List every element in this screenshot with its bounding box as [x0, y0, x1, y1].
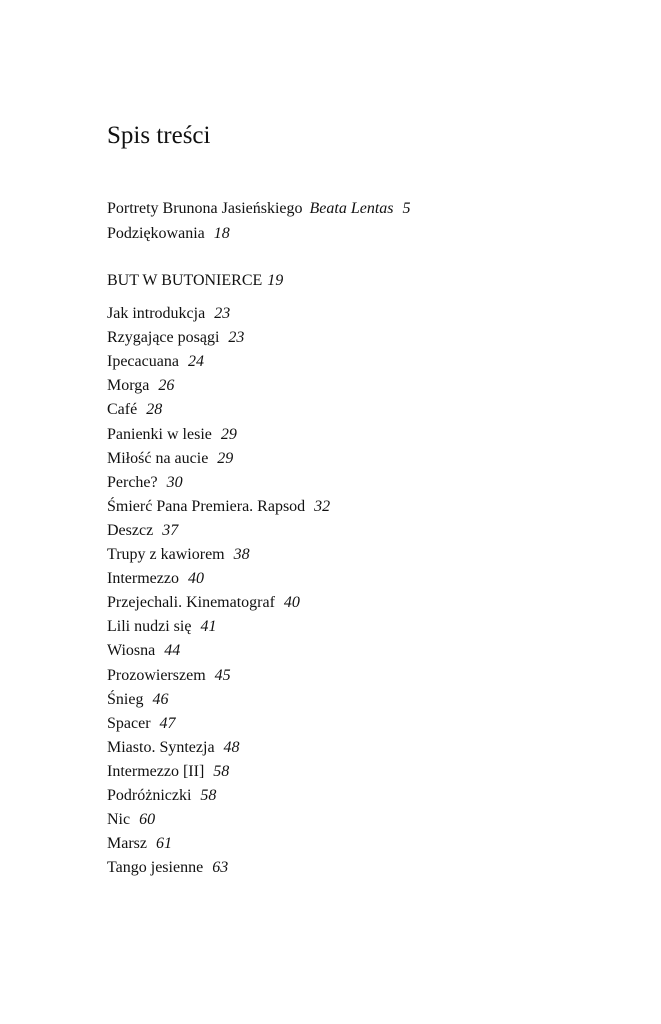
- entry-page-number: 60: [139, 811, 156, 828]
- entry-page-number: 29: [217, 450, 234, 467]
- entry-page-number: 63: [212, 859, 229, 876]
- entry-page-number: 40: [283, 594, 300, 611]
- toc-entry: [107, 761, 229, 783]
- entry-page-number: 48: [223, 739, 240, 756]
- entry-page-number: 45: [214, 667, 231, 684]
- toc-entry: [107, 713, 176, 735]
- toc-entry: [107, 616, 216, 638]
- entry-label: Rzygające posągi: [107, 329, 220, 346]
- entry-page-number: 28: [146, 401, 163, 418]
- toc-entry: [107, 592, 300, 614]
- toc-entry-front: [107, 198, 411, 220]
- toc-entry: [107, 351, 204, 373]
- toc-entry: [107, 544, 250, 566]
- entry-page-number: 44: [164, 642, 181, 659]
- entry-label: Marsz: [107, 835, 147, 852]
- toc-entry: [107, 640, 180, 662]
- toc-entry: [107, 737, 240, 759]
- entry-label: Wiosna: [107, 642, 156, 659]
- entry-page-number: 41: [200, 618, 217, 635]
- entry-page-number: 24: [187, 353, 204, 370]
- entry-label: Miłość na aucie: [107, 450, 209, 467]
- entry-page-number: 18: [213, 225, 230, 242]
- entry-label: Portrety Brunona Jasieńskiego: [107, 200, 303, 217]
- entry-label: Śmierć Pana Premiera. Rapsod: [107, 498, 306, 515]
- toc-entry: [107, 689, 168, 711]
- section-label: BUT W BUTONIERCE: [107, 272, 263, 289]
- toc-entry: [107, 472, 183, 494]
- entry-label: Tango jesienne: [107, 859, 204, 876]
- entry-page-number: 29: [220, 426, 237, 443]
- entry-label: Nic: [107, 811, 131, 828]
- entry-page-number: 58: [200, 787, 217, 804]
- entry-label: Panienki w lesie: [107, 426, 212, 443]
- entry-label: Trupy z kawiorem: [107, 546, 225, 563]
- entry-label: Café: [107, 401, 138, 418]
- entry-label: Miasto. Syntezja: [107, 739, 215, 756]
- toc-entry: [107, 833, 172, 855]
- entry-label: Przejechali. Kinematograf: [107, 594, 275, 611]
- toc-entry: [107, 327, 244, 349]
- entry-page-number: 23: [228, 329, 245, 346]
- entry-label: Perche?: [107, 474, 158, 491]
- entry-label: Morga: [107, 377, 150, 394]
- section-page-number: 19: [267, 272, 284, 289]
- entry-page-number: 37: [162, 522, 179, 539]
- entry-page-number: 61: [155, 835, 172, 852]
- toc-entry: [107, 785, 216, 807]
- toc-entry: [107, 399, 162, 421]
- entry-label: Ipecacuana: [107, 353, 179, 370]
- entry-page-number: 38: [233, 546, 250, 563]
- toc-entry: [107, 809, 155, 831]
- entry-page-number: 23: [214, 305, 231, 322]
- entry-label: Jak introdukcja: [107, 305, 206, 322]
- entry-page-number: 32: [314, 498, 331, 515]
- toc-entry: [107, 303, 230, 325]
- toc-entry: [107, 496, 330, 518]
- toc-entry: [107, 424, 237, 446]
- entry-label: Prozowierszem: [107, 667, 206, 684]
- toc-entry: [107, 665, 231, 687]
- entry-page-number: 30: [166, 474, 183, 491]
- entry-page-number: 5: [402, 200, 411, 217]
- entry-page-number: 47: [159, 715, 176, 732]
- toc-entry: [107, 448, 233, 470]
- entry-label: Podziękowania: [107, 225, 205, 242]
- toc-entry: [107, 568, 204, 590]
- entry-page-number: 26: [158, 377, 175, 394]
- toc-entry: [107, 375, 174, 397]
- toc-entry: [107, 857, 228, 879]
- entry-label: Deszcz: [107, 522, 154, 539]
- section-heading: [107, 270, 283, 292]
- entry-page-number: 40: [187, 570, 204, 587]
- entry-label: Intermezzo: [107, 570, 179, 587]
- entry-label: Intermezzo [II]: [107, 763, 205, 780]
- toc-entry-front: [107, 223, 230, 245]
- entry-label: Lili nudzi się: [107, 618, 192, 635]
- entry-page-number: 58: [213, 763, 230, 780]
- entry-author: Beata Lentas: [309, 200, 394, 217]
- toc-entry: [107, 520, 178, 542]
- page-title: Spis treści: [107, 122, 211, 149]
- entry-page-number: 46: [152, 691, 169, 708]
- entry-label: Spacer: [107, 715, 151, 732]
- entry-label: Podróżniczki: [107, 787, 192, 804]
- entry-label: Śnieg: [107, 691, 144, 708]
